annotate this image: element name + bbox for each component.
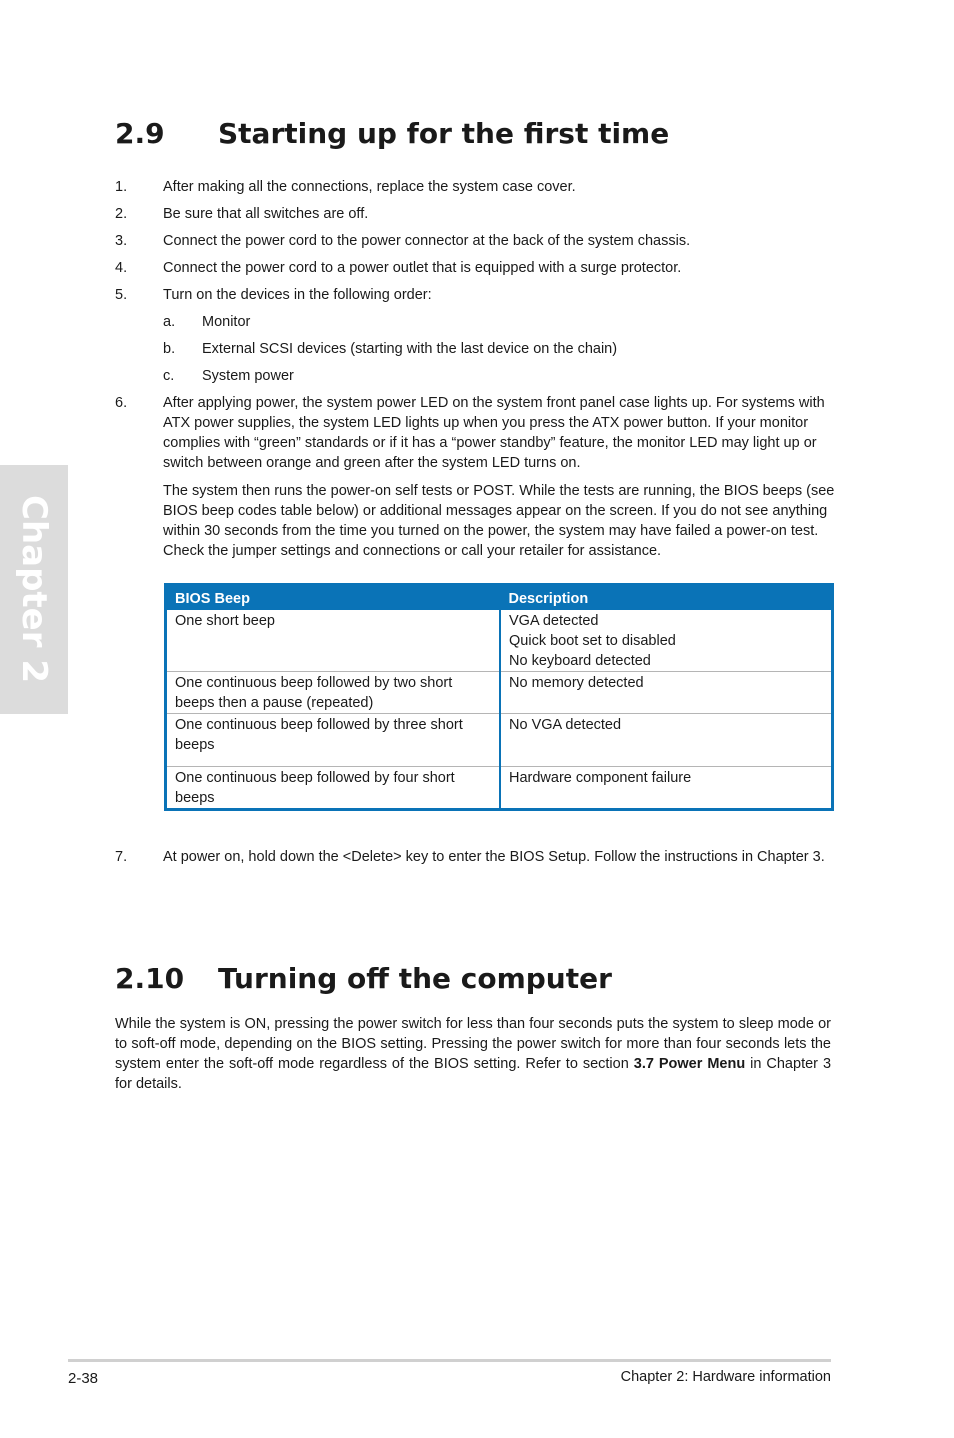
description-cell: [500, 672, 833, 714]
description-line: No memory detected: [509, 675, 644, 691]
section-title: Turning off the computer: [218, 962, 612, 995]
section-2-10-heading: [115, 962, 612, 995]
beep-cell: One continuous beep followed by three short beeps: [166, 714, 501, 767]
sub-list-item-letter: a.: [163, 314, 176, 330]
footer-divider: [68, 1359, 831, 1362]
list-item-number: 7.: [115, 849, 128, 865]
table-row: [166, 610, 833, 672]
body-text: in Chapter 3 for details.: [115, 1056, 832, 1092]
list-item-number: 2.: [115, 206, 128, 222]
sub-list-item: [163, 312, 250, 332]
power-menu-reference: 3.7 Power Menu: [633, 1056, 746, 1072]
chapter-tab-label: Chapter 2: [14, 494, 54, 684]
bios-beep-table: [164, 583, 834, 811]
list-item-text: Connect the power cord to the power connector at the back of the system chassis.: [163, 233, 691, 249]
list-item-text: Turn on the devices in the following order:: [163, 287, 432, 303]
section-number: 2.10: [115, 962, 185, 995]
list-item-text: At power on, hold down the <Delete> key to enter the BIOS Setup. Follow the instructions in Chapter 3.: [163, 849, 825, 865]
list-item: [115, 231, 835, 251]
section-number: 2.9: [115, 117, 165, 150]
list-item-text: After applying power, the system power LED on the system front panel case lights up. For systems with ATX power supplies, the system LED lights up when you press the ATX power button. If your monitor complies with “green” standards or if it has a “power standby” feature, the monitor LED may light up or switch between orange and green after the system LED turns on.: [163, 395, 825, 471]
sub-list-item: [163, 339, 617, 359]
beep-cell: One continuous beep followed by four short beeps: [166, 767, 501, 810]
list-item: [115, 393, 835, 473]
list-item-number: 3.: [115, 233, 128, 249]
list-item-text: After making all the connections, replace the system case cover.: [163, 179, 576, 195]
table-header-row: [166, 585, 833, 610]
sub-list-item-letter: b.: [163, 341, 176, 357]
description-line: Quick boot set to disabled: [509, 633, 676, 649]
list-item: [115, 204, 835, 224]
footer-chapter-label: Chapter 2: Hardware information: [620, 1369, 831, 1385]
description-line: No keyboard detected: [509, 653, 651, 669]
page-number: 2-38: [68, 1370, 99, 1387]
description-line: VGA detected: [509, 613, 599, 629]
chapter-side-tab: [0, 465, 68, 714]
section-title: Starting up for the first time: [218, 117, 670, 150]
list-item-number: 1.: [115, 179, 128, 195]
section-2-9-heading: [115, 117, 669, 150]
beep-cell: One continuous beep followed by two short beeps then a pause (repeated): [166, 672, 501, 714]
description-cell: [500, 714, 833, 767]
list-item-number: 4.: [115, 260, 128, 276]
sub-list-item-text: External SCSI devices (starting with the last device on the chain): [202, 341, 618, 357]
list-item-text: Connect the power cord to a power outlet that is equipped with a surge protector.: [163, 260, 682, 276]
turning-off-paragraph: [115, 1014, 831, 1094]
column-header: BIOS Beep: [166, 585, 501, 610]
body-text: While the system is ON, pressing the power switch for less than four seconds puts the system to sleep mode or to soft-off mode, depending on the BIOS setting. Pressing the power switch for more than four seconds lets the system enter the soft-off mode regardless of the BIOS setting. Refer to section: [115, 1016, 831, 1072]
list-item: [115, 258, 835, 278]
description-line: Hardware component failure: [509, 770, 692, 786]
description-cell: [500, 610, 833, 672]
list-item: [115, 847, 835, 867]
list-item-number: 6.: [115, 395, 128, 411]
description-cell: [500, 767, 833, 810]
table-row: [166, 672, 833, 714]
beep-cell: One short beep: [166, 610, 501, 672]
sub-list-item-letter: c.: [163, 368, 175, 384]
list-item-text: Be sure that all switches are off.: [163, 206, 369, 222]
sub-list-item: [163, 366, 294, 386]
list-item: [115, 285, 835, 305]
column-header: Description: [500, 585, 833, 610]
table-row: [166, 767, 833, 810]
list-item: [115, 177, 835, 197]
list-item-number: 5.: [115, 287, 128, 303]
description-line: No VGA detected: [509, 717, 622, 733]
sub-list-item-text: System power: [202, 368, 294, 384]
table-row: [166, 714, 833, 767]
sub-list-item-text: Monitor: [202, 314, 251, 330]
post-paragraph: The system then runs the power-on self tests or POST. While the tests are running, the BIOS beeps (see BIOS beep codes table below) or additional messages appear on the screen. If you do not see anything within 30 seconds from the time you turned on the power, the system may have failed a power-on test. Check the jumper settings and connections or call your retailer for assistance.: [163, 483, 835, 559]
